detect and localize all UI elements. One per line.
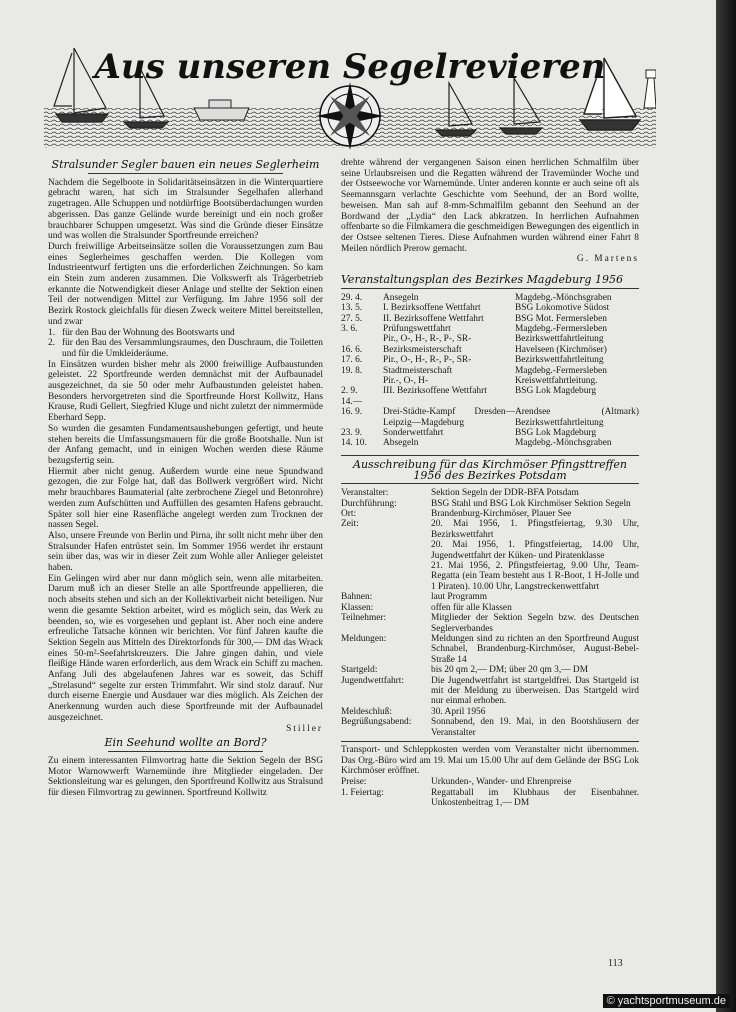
schedule-row — [341, 438, 639, 448]
tender-value: 30. April 1956 — [431, 706, 486, 717]
schedule-event: Pir., O-, H-, R-, P-, SR- — [383, 334, 472, 345]
schedule-event: I. Bezirksoffene Wettfahrt — [383, 303, 481, 314]
tender-label: Bahnen: — [341, 592, 373, 603]
list-number: 2. — [48, 338, 56, 349]
tender-row — [341, 561, 639, 592]
schedule-place: Kreiswettfahrtleitung. — [515, 375, 598, 386]
tender-value: Mitglieder der Sektion Segeln bzw. des Deutschen Seglerverbandes — [431, 613, 639, 634]
article2-title: Ein Seehund wollte an Bord? — [104, 736, 267, 750]
list-text: für den Bau der Wohnung des Bootswarts und — [62, 327, 235, 338]
schedule-date — [341, 376, 383, 386]
article2-author: G. Martens — [576, 254, 639, 265]
article1-paragraph: Nachdem die Segelboote in Solidaritätseinsätzen in die Winterquartiere gebracht waren, hat sich im Stralsunder Segelhafen allerhand zugetragen. Alle Schuppen und notdürftige Bootsüberdachungen wurden abgerissen. Das ganze Gelände wurde bereinigt und ein noch großer brauchbarer Schuppen umgesetzt. Was sind die Gründe dieser Einsätze und was wollen die Stralsunder Sportfreunde erreichen? — [48, 177, 323, 242]
tender-row — [341, 499, 639, 509]
schedule-event: Sonderwettfahrt — [383, 428, 444, 439]
schedule-place: Magdebg.-Fermersleben — [515, 323, 607, 334]
tender-row — [341, 707, 639, 717]
tender-table — [341, 488, 639, 738]
section-rule — [341, 483, 639, 484]
tender-title: Ausschreibung für das Kirchmöser Pfingsttreffen 1956 des Bezirkes Potsdam — [353, 457, 627, 482]
tender-label: Startgeld: — [341, 665, 378, 676]
tender-label — [341, 540, 431, 561]
title-rule — [108, 751, 263, 752]
article1-paragraph: Ein Gelingen wird aber nur dann möglich sein, wenn alle mitarbeiten. Darum muß ich an dieser Stelle an alle Sportfreunde appellieren, die noch abseits stehen und sich an der Kollektivarbeit nicht beteiligen. Nur wenn die gesamte Sektion arbeitet, wird es möglich sein, das Werk zu beenden, so, wie es vorgesehen und geplant ist. Aber noch eine andere erfreuliche Tatsache können wir berichten. Vor fünf Jahren kaufte die Sektion Segeln aus Mitteln des Direktorfonds für 300,— DM das Wrack eines 50-m²-Seefahrtskreuzers. Die Jahre gingen dahin, und viele fleißige Hände waren erforderlich, aus dem Wrack ein Schiff zu machen. Anfang Juli des abgelaufenen Jahres war es soweit, das Schiff „Strelasund“ segelte zur ersten Trimmfahrt. Wir sind stolz darauf. Nur durch eiserne Energie und Ausdauer war dies möglich. Als Zeichen der Anerkennung wurden auch diese Sportfreunde mit der Aufbaunadel ausgezeichnet. — [48, 573, 323, 723]
article1-paragraph: In Einsätzen wurden bisher mehr als 2000 freiwillige Aufbaustunden geleistet. 22 Sportfreunde werden demnächst mit der Aufbaunadel ausgezeichnet, da sie 50 oder mehr Aufbaustunden geleistet haben. Besonders hervorgetreten sind die Sportfreunde Horst Kollwitz, Hans Krause, Rudi Gellert, Siegfried Kluge und nicht zuletzt der nimmermüde Eberhard Sepp. — [48, 359, 323, 424]
schedule-row — [341, 345, 639, 355]
schedule-event: Absegeln — [383, 438, 419, 449]
schedule-date: 27. 5. — [341, 313, 363, 324]
tender-row — [341, 665, 639, 675]
tender-label — [341, 561, 431, 592]
article1-paragraph: Also, unsere Freunde von Berlin und Pirna, ihr sollt nicht mehr über den Stralsunder Hafen entrüstet sein. Im Sommer 1956 werdet ihr erstaunt sein über das, was wir in dieser Zeit zum Wohle aller Anlieger geleistet haben. — [48, 530, 323, 574]
tender-row — [341, 603, 639, 613]
schedule-place: Magdebg.-Mönchsgraben — [515, 292, 612, 303]
book-binding-shadow — [716, 0, 736, 1012]
schedule-row — [341, 293, 639, 303]
watermark-credit: © yachtsportmuseum.de — [603, 994, 730, 1008]
tender-row — [341, 634, 639, 665]
list-item — [48, 338, 323, 359]
schedule-row — [341, 397, 639, 407]
schedule-place: Bezirkswettfahrtleitung — [515, 355, 604, 366]
list-item — [48, 328, 323, 339]
schedule-row — [341, 355, 639, 365]
schedule-place — [515, 397, 639, 407]
tender-label: Meldeschluß: — [341, 706, 393, 717]
tender-label: Meldungen: — [341, 633, 387, 644]
tender-value: Sektion Segeln der DDR-BFA Potsdam — [431, 488, 579, 499]
section-rule — [341, 288, 639, 289]
tender-value: Regattaball im Klubhaus der Eisenbahner. Unkostenbeitrag 1,— DM — [431, 787, 639, 808]
tender-value: Sonnabend, den 19. Mai, in den Bootshäusern der Veranstalter — [431, 717, 639, 738]
tender-label: Teilnehmer: — [341, 613, 387, 624]
schedule-event: Prüfungswettfahrt — [383, 323, 451, 334]
header-title: Aus unseren Segelrevieren — [94, 47, 606, 87]
schedule-event: Pir., O-, H-, R-, P-, SR- — [383, 355, 472, 366]
schedule-date: 14.— — [341, 396, 363, 407]
tender-transport: Transport- und Schleppkosten werden vom Veranstalter nicht übernommen. Das Org.-Büro wird am 19. Mai um 15.00 Uhr auf dem Gelände der BSG Lok Kirchmöser eröffnet. — [341, 744, 639, 777]
schedule-row — [341, 324, 639, 334]
title-rule — [88, 173, 283, 174]
schedule-row — [341, 428, 639, 438]
schedule-date: 23. 9. — [341, 428, 363, 439]
tender-label: Preise: — [341, 777, 367, 788]
tender-label: Ort: — [341, 509, 357, 520]
tender-row — [341, 613, 639, 634]
article2-paragraph: Zu einem interessanten Filmvortrag hatte die Sektion Segeln der BSG Motor Warnowwerft Warnemünde ihre Mitglieder eingeladen. Der Sektionsleitung war es gelungen, den Sportfreund Kollwitz aus Stralsund für diesen Filmvortrag zu gewinnen. Sportfreund Kollwitz — [48, 755, 323, 799]
tender-value: bis 20 qm 2,— DM; über 20 qm 3,— DM — [431, 665, 589, 676]
tender-label: Veranstalter: — [341, 488, 389, 499]
schedule-event: Drei-Städte-Kampf Dresden—Leipzig—Magdeburg — [383, 407, 515, 428]
schedule-table — [341, 293, 639, 449]
schedule-date: 17. 6. — [341, 355, 363, 366]
schedule-event: II. Bezirksoffene Wettfahrt — [383, 313, 484, 324]
schedule-place: BSG Lokomotive Südost — [515, 303, 610, 314]
schedule-row — [341, 386, 639, 396]
list-text: für den Bau des Versammlungsraumes, den Duschraum, die Toiletten und für die Umkleideräume. — [62, 338, 323, 359]
schedule-place: Magdebg.-Fermersleben — [515, 365, 607, 376]
header-illustration — [44, 38, 656, 150]
article1-title: Stralsunder Segler bauen ein neues Seglerheim — [51, 158, 320, 171]
tender-row — [341, 540, 639, 561]
schedule-event: Ansegeln — [383, 292, 419, 303]
tender-value: 21. Mai 1956, 2. Pfingstfeiertag, 9.00 Uhr, Team-Regatta (ein Team besteht aus 1 R-Boot, 1 H-Jolle und 1 Piraten). 10.00 Uhr, Langstreckenwettfahrt — [431, 561, 639, 592]
tender-row — [341, 592, 639, 602]
tender-value: Meldungen sind zu richten an den Sportfreund August Schnabel, Brandenburg-Kirchmöser, August-Bebel-Straße 14 — [431, 633, 639, 665]
tender-label: Jugendwettfahrt: — [341, 675, 405, 686]
tender-value: BSG Stahl und BSG Lok Kirchmöser Sektion Segeln — [431, 498, 631, 509]
schedule-place: Magdebg.-Mönchsgraben — [515, 438, 612, 449]
section-rule — [341, 455, 639, 456]
schedule-date: 19. 8. — [341, 365, 363, 376]
schedule-row — [341, 376, 639, 386]
schedule-place: Havelseen (Kirchmöser) — [515, 344, 607, 355]
schedule-date: 29. 4. — [341, 292, 363, 303]
schedule-event: III. Bezirksoffene Wettfahrt — [383, 386, 487, 397]
tender-row — [341, 509, 639, 519]
lighthouse-icon — [644, 70, 656, 108]
schedule-row — [341, 314, 639, 324]
tender-row — [341, 777, 639, 787]
motorboat-icon — [194, 100, 249, 120]
tender-label: Zeit: — [341, 519, 359, 530]
tender-value: Brandenburg-Kirchmöser, Plauer See — [431, 509, 572, 520]
page-number: 113 — [608, 958, 623, 969]
tender-row — [341, 676, 639, 707]
article1-paragraph: So wurden die gesamten Fundamentsaushebungen gefertigt, und heute stehen bereits die Umfassungsmauern für die große Bootshalle. Nun ist der Anfang gemacht, und in einigen Wochen werden diese Räume bezugsfertig sein. — [48, 423, 323, 466]
tender-label: Klassen: — [341, 602, 374, 613]
left-column — [48, 160, 323, 799]
tender-row — [341, 788, 639, 809]
schedule-date: 3. 6. — [341, 323, 358, 334]
schedule-date: 16. 6. — [341, 344, 363, 355]
section-rule — [341, 741, 639, 742]
schedule-place: Arendsee (Altmark) Bezirkswettfahrtleitung — [515, 407, 639, 428]
tender-value: 20. Mai 1956, 1. Pfingstfeiertag, 14.00 Uhr, Jugendwettfahrt der Küken- und Piratenklasse — [431, 540, 639, 561]
article1-paragraph: Durch freiwillige Arbeitseinsätze sollen die Voraussetzungen zum Bau eines Seglerheimes geschaffen werden. Die Kollegen vom Industrieentwurf fertigten uns die erforderlichen Zeichnungen. So kam ein Stein zum anderen zusammen. Die Volkswerft als Trägerbetrieb erkannte die Notwendigkeit dieser Anlage und stellte der Sektion einen Teil der notwendigen Mittel zur Verfügung. Im Jahre 1956 soll der Bezirk Rostock gleichfalls für diesen Zweck weitere Mittel bereitstellen, und zwar — [48, 241, 323, 327]
schedule-row — [341, 366, 639, 376]
tender-label: Begrüßungsabend: — [341, 717, 412, 728]
tender-prizes-table — [341, 777, 639, 808]
schedule-row — [341, 407, 639, 428]
funding-list — [48, 328, 323, 360]
schedule-date: 14. 10. — [341, 438, 367, 449]
tender-value: laut Programm — [431, 592, 487, 603]
schedule-event — [383, 397, 515, 407]
tender-value: Die Jugendwettfahrt ist startgeldfrei. Das Startgeld ist mit der Meldung zu überweisen. Das Startgeld wird nur einmal erhoben. — [431, 675, 639, 707]
schedule-event: Pir.-, O-, H- — [383, 375, 429, 386]
schedule-row — [341, 303, 639, 313]
schedule-date: 16. 9. — [341, 407, 363, 418]
article2-paragraph: drehte während der vergangenen Saison einen herrlichen Schmalfilm über seine Urlaubsreisen und die Regatten während der Travemünder Woche und der Ostseewoche vor Warnemünde. Unter anderen konnte er auch seine oft als Seemannsgarn verlachte Geschichte vom Seehund, der an Bord wollte, beweisen. Man sah auf 8-mm-Schmalfilm gebannt den Seehund an der Bordwand der „Lydia“ den Lack abkratzen. In herrlichen Aufnahmen offenbarte so die Filmkamera die geschmeidigen Bewegungen des eigentlich in der Ostsee seltenen Tieres. Diese Aufnahmen wurden während einer Fahrt 8 Meilen nördlich Prerow gemacht. — [341, 158, 639, 254]
tender-label: Durchführung: — [341, 498, 397, 509]
tender-label: 1. Feiertag: — [341, 787, 384, 798]
article1-paragraph: Hiermit aber nicht genug. Außerdem wurde eine neue Spundwand gezogen, die zur Folge hat, daß das Bollwerk vergrößert wird. Nicht mehr brauchbares Baumaterial (alte zerbrochene Ziegel und Betonrohre) werden zum Aufschütten und Auffüllen des gesamten Hafens gebraucht. Später soll hier eine Rasenfläche angelegt werden zum Trocknen der nassen Segel. — [48, 466, 323, 531]
tender-row — [341, 717, 639, 738]
schedule-event: Stadtmeisterschaft — [383, 365, 453, 376]
schedule-place: BSG Lok Magdeburg — [515, 386, 597, 397]
schedule-place: Bezirkswettfahrtleitung — [515, 334, 604, 345]
tender-row — [341, 488, 639, 498]
schedule-place: BSG Mot. Fermersleben — [515, 313, 607, 324]
article1-author: Stiller — [286, 723, 323, 734]
schedule-row — [341, 334, 639, 344]
schedule-event: Bezirksmeisterschaft — [383, 344, 462, 355]
tender-row — [341, 519, 639, 540]
schedule-date: 2. 9. — [341, 386, 358, 397]
tender-value: Urkunden-, Wander- und Ehrenpreise — [431, 777, 572, 788]
schedule-title: Veranstaltungsplan des Bezirkes Magdeburg 1956 — [341, 273, 623, 287]
schedule-place: BSG Lok Magdeburg — [515, 428, 597, 439]
schedule-date — [341, 334, 383, 344]
right-column — [341, 158, 639, 808]
schedule-date: 13. 5. — [341, 303, 363, 314]
list-number: 1. — [48, 327, 56, 338]
tender-value: 20. Mai 1956, 1. Pfingstfeiertag, 9.30 Uhr, Bezirkswettfahrt — [431, 519, 639, 540]
tender-value: offen für alle Klassen — [431, 602, 512, 613]
